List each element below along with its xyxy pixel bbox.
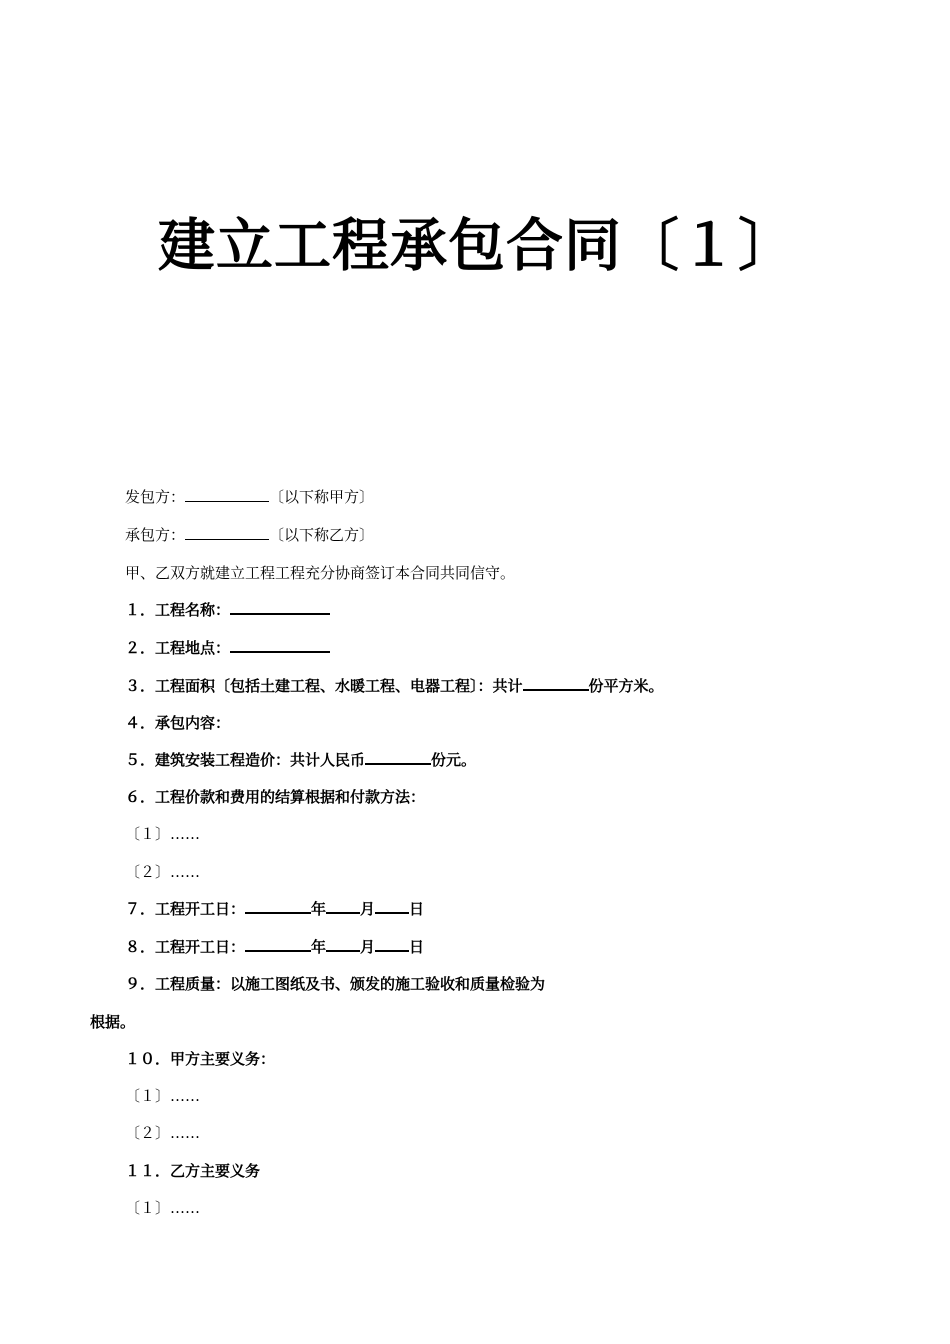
party-b-label: 承包方： <box>125 526 186 544</box>
clause-8-prefix: ８．工程开工日： <box>125 938 246 956</box>
clause-7-month-blank <box>326 898 360 914</box>
party-b-blank <box>185 525 269 540</box>
clause-5-blank <box>365 749 431 765</box>
document-title: 建立工程承包合同〔１〕 <box>158 212 796 279</box>
clause-6-item-2: 〔２〕…… <box>125 863 201 881</box>
clause-7-prefix: ７．工程开工日： <box>125 900 246 918</box>
clause-11-item-1: 〔１〕…… <box>125 1199 201 1217</box>
clause-8-day: 日 <box>409 938 425 956</box>
party-a-label: 发包方： <box>125 488 186 506</box>
clause-2-text: ２．工程地点： <box>125 639 231 657</box>
clause-6-item-1: 〔１〕…… <box>125 825 201 843</box>
clause-1 <box>125 599 330 621</box>
clause-7-year: 年 <box>311 900 327 918</box>
clause-4: ４．承包内容： <box>125 714 231 732</box>
clause-7 <box>125 898 424 920</box>
clause-9-line-1: ９．工程质量：以施工图纸及书、颁发的施工验收和质量检验为 <box>125 975 546 993</box>
clause-7-year-blank <box>245 898 311 914</box>
clause-5 <box>125 749 476 771</box>
clause-10: １０．甲方主要义务： <box>125 1050 276 1068</box>
preamble: 甲、乙双方就建立工程工程充分协商签订本合同共同信守。 <box>125 564 516 582</box>
clause-8-month: 月 <box>360 938 376 956</box>
clause-3 <box>125 675 664 697</box>
party-b-line <box>125 524 374 546</box>
clause-5-suffix: 份元。 <box>431 751 477 769</box>
party-b-suffix: 〔以下称乙方〕 <box>269 526 375 544</box>
clause-8-year-blank <box>245 936 311 952</box>
clause-11: １１．乙方主要义务 <box>125 1162 261 1180</box>
clause-8-month-blank <box>326 936 360 952</box>
clause-1-text: １．工程名称： <box>125 601 231 619</box>
clause-8 <box>125 936 424 958</box>
clause-1-blank <box>230 599 330 615</box>
clause-9-line-2: 根据。 <box>90 1013 136 1031</box>
clause-7-day-blank <box>375 898 409 914</box>
clause-10-item-1: 〔１〕…… <box>125 1087 201 1105</box>
clause-3-blank <box>523 675 589 691</box>
clause-6: ６．工程价款和费用的结算根据和付款方法： <box>125 788 426 806</box>
clause-2-blank <box>230 637 330 653</box>
clause-3-prefix: ３．工程面积〔包括土建工程、水暖工程、电器工程〕：共计 <box>125 677 523 695</box>
clause-10-item-2: 〔２〕…… <box>125 1124 201 1142</box>
clause-5-prefix: ５．建筑安装工程造价：共计人民币 <box>125 751 366 769</box>
clause-8-day-blank <box>375 936 409 952</box>
party-a-blank <box>185 487 269 502</box>
clause-8-year: 年 <box>311 938 327 956</box>
clause-3-suffix: 份平方米。 <box>588 677 664 695</box>
party-a-suffix: 〔以下称甲方〕 <box>269 488 375 506</box>
clause-7-day: 日 <box>409 900 425 918</box>
clause-7-month: 月 <box>360 900 376 918</box>
clause-2 <box>125 637 330 659</box>
party-a-line <box>125 486 374 508</box>
